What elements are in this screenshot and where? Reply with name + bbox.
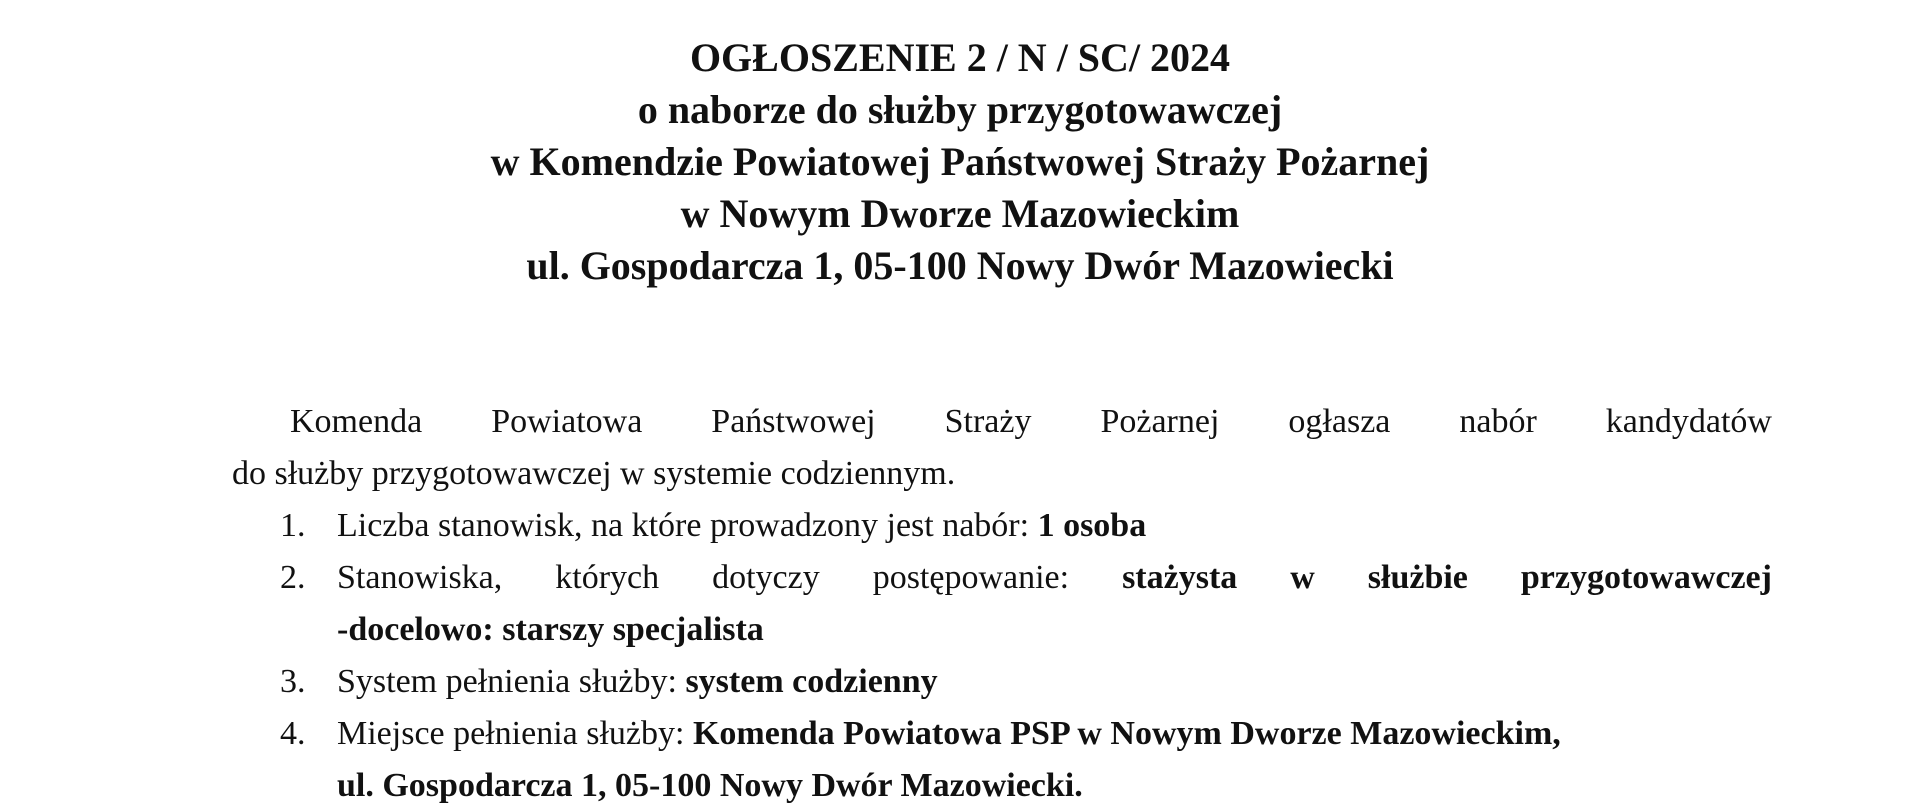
list-item — [232, 552, 1772, 656]
institution-location: w Nowym Dworze Mazowieckim — [680, 191, 1240, 236]
list-item-label: Liczba stanowisk, na które prowadzony jest nabór: — [337, 507, 1038, 544]
list-item-label: Miejsce pełnienia służby: — [337, 715, 693, 752]
intro-paragraph — [232, 396, 1772, 500]
list-item — [232, 500, 1772, 552]
list-item-number: 2. — [280, 559, 306, 596]
list-item-value-word: służbie — [1367, 559, 1468, 596]
list-item-value-continuation: -docelowo: starszy specjalista — [337, 611, 764, 648]
list-item-value-word: przygotowawczej — [1520, 559, 1772, 596]
announcement-subtitle: o naborze do służby przygotowawczej — [637, 87, 1283, 132]
intro-word: Pożarnej — [1100, 403, 1220, 440]
list-item-value-continuation: ul. Gospodarcza 1, 05-100 Nowy Dwór Mazowiecki. — [337, 767, 1083, 804]
list-item — [232, 656, 1772, 708]
list-item-value-word: w — [1290, 559, 1315, 596]
intro-word: Powiatowa — [491, 403, 643, 440]
intro-first-line — [232, 396, 1772, 448]
intro-word: kandydatów — [1605, 403, 1772, 440]
list-item-number: 1. — [280, 507, 306, 544]
list-item-label: System pełnienia służby: — [337, 663, 686, 700]
list-item-value-word: stażysta — [1122, 559, 1238, 596]
list-item — [232, 708, 1772, 812]
list-item-number: 4. — [280, 715, 306, 752]
announcement-title: OGŁOSZENIE 2 / N / SC/ 2024 — [689, 35, 1231, 80]
list-item-label-word: Stanowiska, — [337, 559, 503, 596]
institution-address: ul. Gospodarcza 1, 05-100 Nowy Dwór Mazowiecki — [526, 243, 1394, 288]
list-item-label-word: postępowanie: — [872, 559, 1070, 596]
list-item-value: system codzienny — [685, 663, 938, 700]
list-item-line — [337, 656, 1772, 708]
numbered-list — [232, 500, 1772, 812]
intro-second-line: do służby przygotowawczej w systemie codziennym. — [232, 455, 956, 492]
intro-word: ogłasza — [1288, 403, 1391, 440]
list-item-number: 3. — [280, 663, 306, 700]
announcement-heading — [0, 32, 1920, 292]
intro-word: Komenda — [290, 403, 423, 440]
institution-name: w Komendzie Powiatowej Państwowej Straży Pożarnej — [490, 139, 1430, 184]
list-item-value: 1 osoba — [1037, 507, 1147, 544]
list-item-label-word: dotyczy — [712, 559, 820, 596]
list-item-line — [337, 552, 1772, 604]
list-item-label-word: których — [555, 559, 660, 596]
intro-word: Państwowej — [711, 403, 876, 440]
intro-word: nabór — [1459, 403, 1537, 440]
list-item-line — [337, 708, 1772, 760]
list-item-value: Komenda Powiatowa PSP w Nowym Dworze Mazowieckim, — [692, 715, 1561, 752]
list-item-line — [337, 500, 1772, 552]
intro-word: Straży — [944, 403, 1032, 440]
